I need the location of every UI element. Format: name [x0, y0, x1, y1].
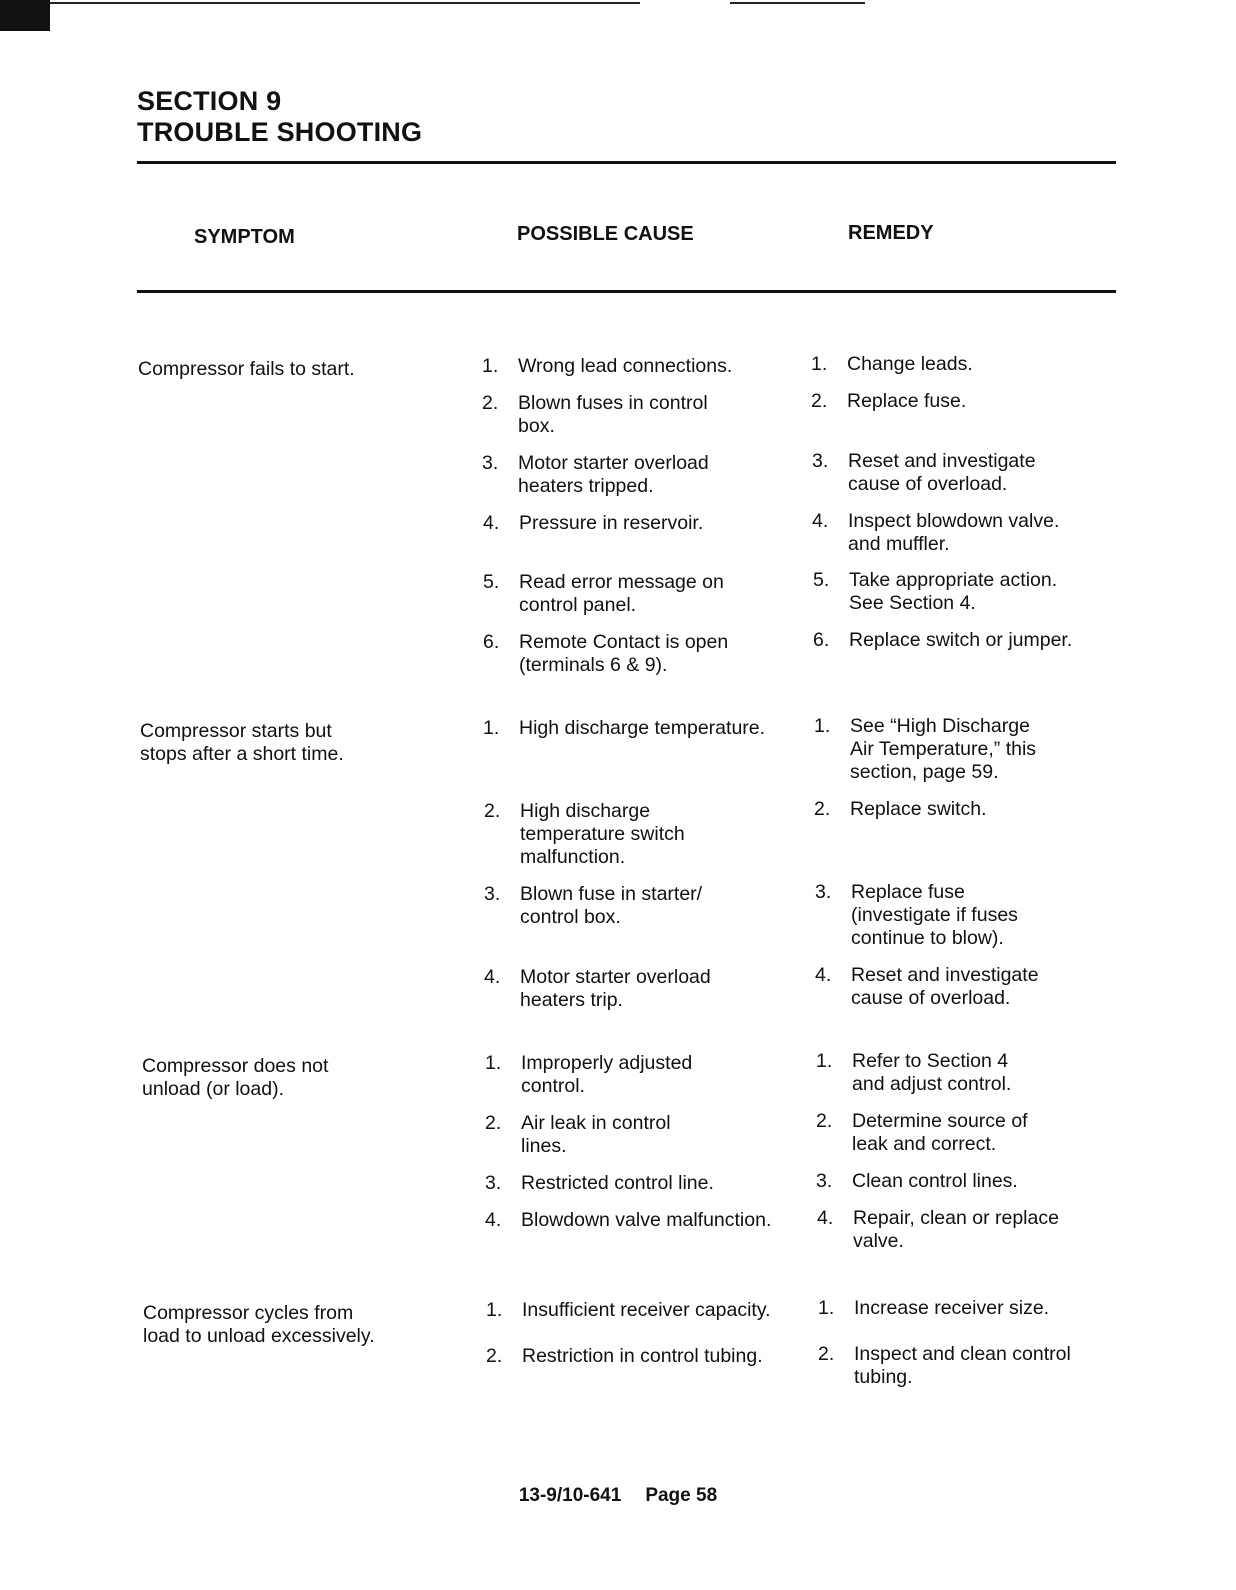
symptom-text: Compressor does not unload (or load). [142, 1055, 329, 1100]
top-edge-rule [730, 2, 865, 4]
header-top-rule [137, 161, 1116, 164]
page-footer [0, 1485, 1236, 1507]
symptom-text: Compressor starts but stops after a short time. [140, 720, 344, 765]
column-header-remedy: REMEDY [848, 222, 934, 244]
section-title: TROUBLE SHOOTING [137, 117, 423, 147]
column-header-possible-cause: POSSIBLE CAUSE [517, 223, 694, 245]
symptom-text: Compressor cycles from load to unload excessively. [143, 1302, 375, 1347]
scan-corner-mark [0, 0, 50, 31]
column-header-symptom: SYMPTOM [194, 226, 295, 248]
header-bottom-rule [137, 290, 1116, 293]
symptom-text: Compressor fails to start. [138, 358, 355, 380]
section-number: SECTION 9 [137, 86, 282, 116]
document-number: 13-9/10-641 [518, 1485, 622, 1506]
page-number: Page 58 [645, 1485, 718, 1506]
section-heading [137, 86, 422, 148]
top-edge-rule [50, 2, 640, 4]
